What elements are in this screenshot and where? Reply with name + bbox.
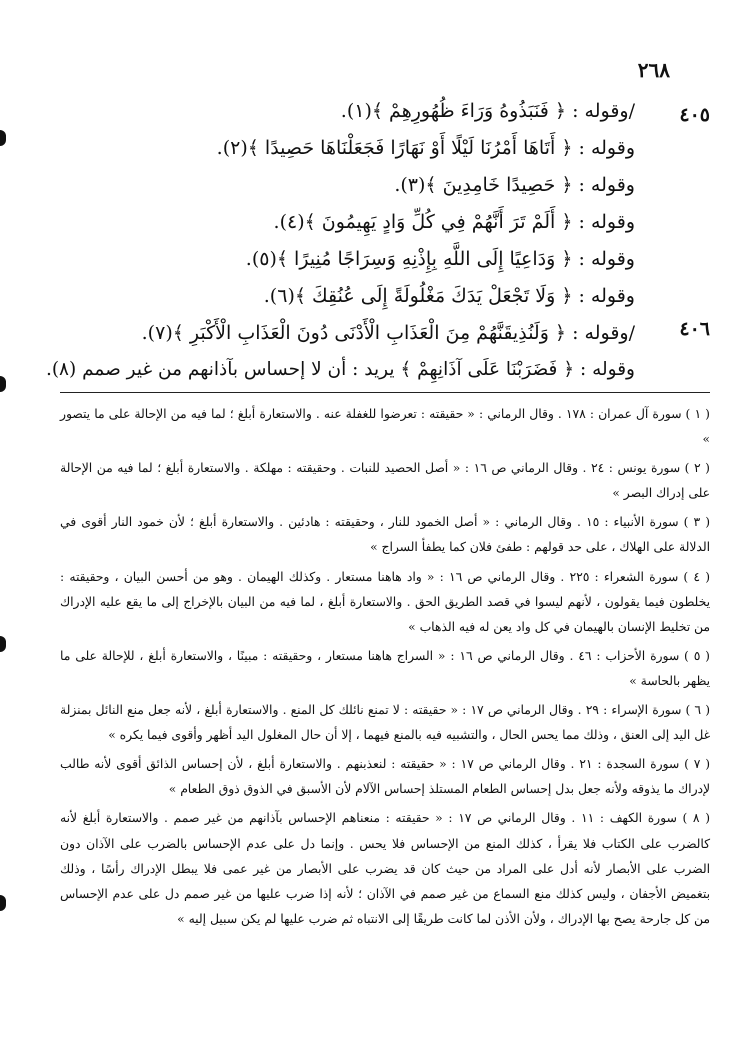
- footnote: ( ٧ ) سورة السجدة : ٢١ . وقال الرماني ص ١٧ : « حقيقته : لنعذبنهم . والاستعارة أبلغ ، لأن إحساس الذائق أقوى لأنه طالب لإدراك ما يذوقه ولأنه جعل بدل إحساس الطعام المستلذ إحساس الآلام لأن الأسبق في الذوق ذوق الطعام »: [60, 757, 710, 797]
- footnote: ( ٤ ) سورة الشعراء : ٢٢٥ . وقال الرماني ص ١٦ : « واد هاهنا مستعار . وكذلك الهيمان . وهو من أحسن البيان ، وحقيقته : يخلطون فيما يقولون ، لأنهم ليسوا في قصد الطريق الحق . والاستعارة أبلغ ، لما فيه من البيان بالإخراج إلى ما يقع عليه الإدراك من تخليط الإنسان بالهيمان في كل واد يعن له فيه الذهاب »: [60, 569, 710, 634]
- verse-line: وقوله : ﴿ فَضَرَبْنَا عَلَى آذَانِهِمْ ﴾ يريد : أن لا إحساس بآذانهم من غير صمم (٨).: [45, 359, 635, 380]
- binding-hole-mark: [0, 130, 6, 146]
- page-number: ٢٦٨: [637, 58, 670, 82]
- verse-line: /وقوله : ﴿ وَلَنُذِيقَنَّهُمْ مِنَ الْعَذَابِ الْأَدْنَى دُونَ الْعَذَابِ الْأَكْبَرِ ﴾(٧).: [141, 322, 635, 344]
- binding-hole-mark: [0, 376, 6, 392]
- verse-line: وقوله : ﴿ وَدَاعِيًا إِلَى اللَّهِ بِإِذْنِهِ وَسِرَاجًا مُنِيرًا ﴾(٥).: [245, 248, 635, 270]
- footnote: ( ٨ ) سورة الكهف : ١١ . وقال الرماني ص ١٧ : « حقيقته : منعناهم الإحساس بآذانهم من غير صمم . والاستعارة أبلغ لأنه كالضرب على الكتاب فلا يقرأ ، كذلك المنع من الإحساس فلا يحس . وإنما دل على عدم الإحساس بالضرب على الآذان دون الضرب على الأبصار لأنه أدل على المراد من حيث كان قد يضرب على الأبصار من غير عمى فلا يبطل الإدراك رأسًا ، وذلك بتغميض الأجفان ، وليس كذلك منع السماع من غير صمم في الآذان ؛ لأنه إذا ضرب عليها من غير صمم دل على عدم الإحساس من كل جارحة يصح بها الإدراك ، ولأن الأذن لما كانت طريقًا إلى الانتباه ثم ضرب عليها لم يكن سبيل إليه »: [60, 811, 711, 926]
- footnote-divider: [60, 392, 710, 393]
- verse-line: /وقوله : ﴿ فَنَبَذُوهُ وَرَاءَ ظُهُورِهِمْ ﴾(١).: [340, 100, 635, 122]
- verse-line: وقوله : ﴿ حَصِيدًا خَامِدِينَ ﴾(٣).: [394, 174, 635, 196]
- binding-hole-mark: [0, 895, 6, 911]
- footnotes-block: [60, 402, 710, 932]
- footnote: ( ٣ ) سورة الأنبياء : ١٥ . وقال الرماني : « أصل الخمود للنار ، وحقيقته : هادئين . والاستعارة أبلغ ؛ لأن خمود النار أقوى في الدلالة على الهلاك ، على حد قولهم : طفئ فلان كما يطفأ السراج »: [60, 515, 710, 555]
- footnote: ( ٦ ) سورة الإسراء : ٢٩ . وقال الرماني ص ١٧ : « حقيقته : لا تمنع نائلك كل المنع . والاستعارة أبلغ ، لأنه جعل منع النائل بمنزلة غل اليد إلى العنق ، وذلك مما يحس الحال ، والتشبيه فيه بالمنع فيهما ، إلا أن حال المغلول اليد أظهر وأقوى فيما يكره »: [60, 703, 710, 743]
- margin-number: ٤٠٦: [679, 318, 710, 340]
- verse-line: وقوله : ﴿ وَلَا تَجْعَلْ يَدَكَ مَغْلُولَةً إِلَى عُنُقِكَ ﴾(٦).: [263, 285, 635, 307]
- verse-line: وقوله : ﴿ أَلَمْ تَرَ أَنَّهُمْ فِي كُلِّ وَادٍ يَهِيمُونَ ﴾(٤).: [273, 211, 635, 233]
- footnote: ( ١ ) سورة آل عمران : ١٧٨ . وقال الرماني : « حقيقته : تعرضوا للغفلة عنه . والاستعارة أبلغ ؛ لما فيه من الإحالة على ما يتصور »: [60, 407, 710, 447]
- verse-line: وقوله : ﴿ أَتَاهَا أَمْرُنَا لَيْلًا أَوْ نَهَارًا فَجَعَلْنَاهَا حَصِيدًا ﴾(٢).: [216, 137, 635, 159]
- margin-number: ٤٠٥: [679, 104, 710, 126]
- footnote: ( ٥ ) سورة الأحزاب : ٤٦ . وقال الرماني ص ١٦ : « السراج هاهنا مستعار ، وحقيقته : مبينًا ، والاستعارة أبلغ ، للإحالة على ما يظهر بالحاسة »: [60, 648, 710, 688]
- binding-hole-mark: [0, 636, 6, 652]
- footnote: ( ٢ ) سورة يونس : ٢٤ . وقال الرماني ص ١٦ : « أصل الحصيد للنبات . وحقيقته : مهلكة . والاستعارة أبلغ ؛ لما فيه من الإحالة على إدراك البصر »: [60, 461, 710, 501]
